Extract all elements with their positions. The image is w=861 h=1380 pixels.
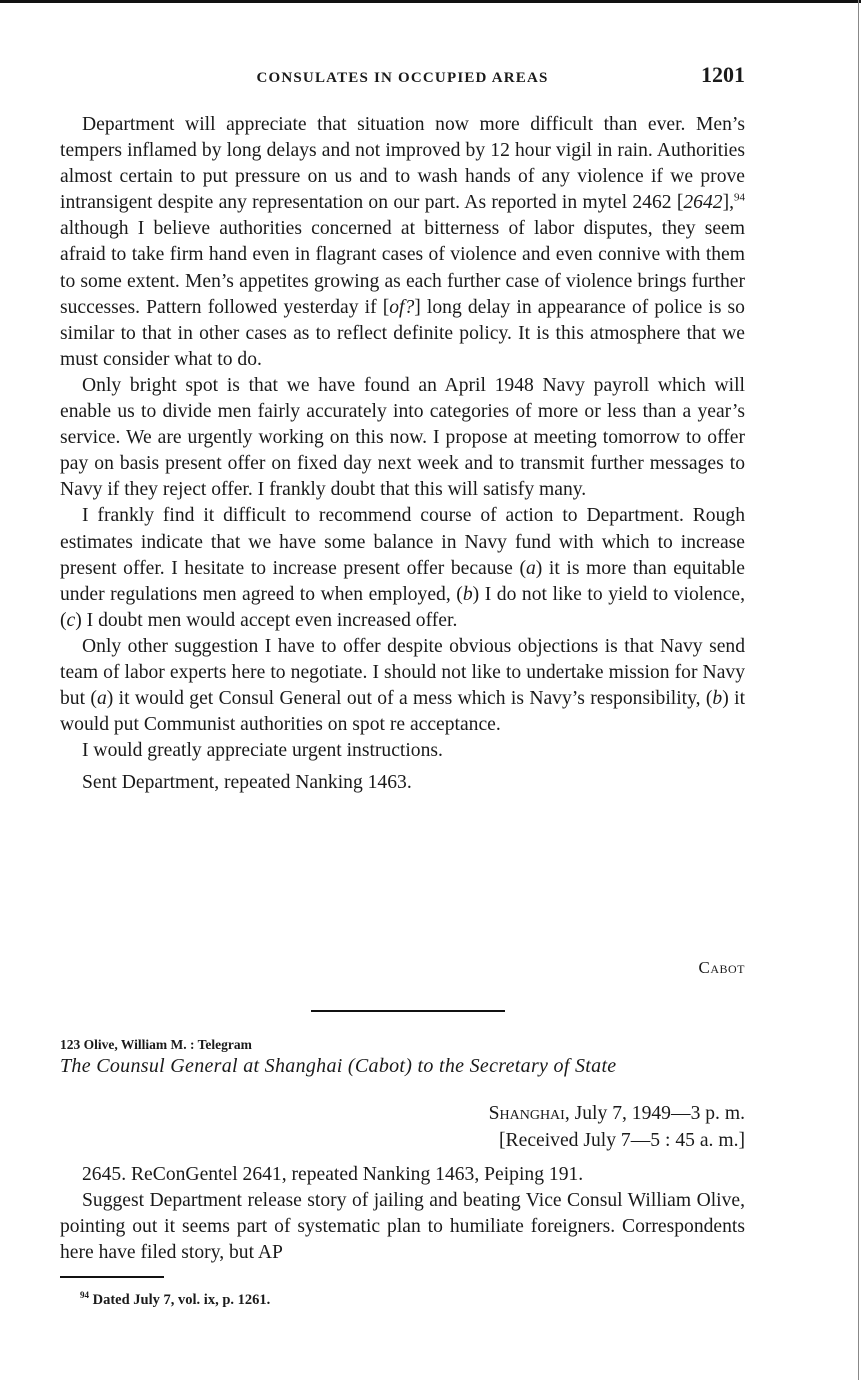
footnote-reference: 94 (734, 191, 745, 204)
enumeration-letter: b (712, 688, 723, 710)
text-run: ) it would put Communist authorities on spot re acceptance. (60, 688, 746, 736)
text-run: ) I doubt men would accept even increased offer. (75, 609, 458, 631)
paragraph: 2645. ReConGentel 2641, repeated Nanking 1463, Peiping 191. (82, 1164, 584, 1185)
paragraph (60, 112, 745, 373)
dateline-received: [Received July 7—5 : 45 a. m.] (499, 1130, 745, 1151)
page-number: 1201 (701, 62, 745, 87)
paragraph: I would greatly appreciate urgent instructions. (82, 740, 443, 762)
enumeration-letter: a (96, 688, 107, 710)
text-run: ], (722, 192, 734, 214)
page-header (60, 62, 745, 92)
section-divider (311, 1010, 505, 1012)
text-run: ) I do not like to yield to violence, ( (60, 583, 745, 631)
paragraph: Suggest Department release story of jailing and beating Vice Consul William Olive, pointing out it seems part of systematic plan to humiliate foreigners. Correspondents here have filed story, but AP (60, 1190, 745, 1264)
text-run: Department will appreciate that situation now more difficult than ever. Men’s tempers inflamed by long delays and not improved by 12 hour vigil in rain. Authorities almost certain to put pressure on us and to wash hands of any violence if we prove intransigent despite any representation on our part. As reported in mytel 2462 [ (60, 114, 745, 214)
text-run: I frankly find it difficult to recommend course of action to Department. Rough estimates indicate that we have some balance in Navy fund with which to increase present offer. I hesitate to increase present offer because ( (60, 505, 745, 579)
page-top-edge (0, 0, 861, 3)
footnote-divider (60, 1276, 164, 1278)
text-run: ) it is more than equitable under regulations men agreed to when employed, ( (60, 557, 746, 605)
enumeration-letter: c (66, 609, 76, 631)
footnote (80, 1290, 270, 1309)
enumeration-letter: a (526, 557, 536, 579)
page-right-edge (858, 0, 859, 1380)
bracketed-correction: 2642 (683, 192, 723, 214)
paragraph: Only bright spot is that we have found an April 1948 Navy payroll which will enable us to divide men fairly accurately into categories of more or less than a year’s service. We are urgently working on this now. I propose at meeting tomorrow to offer pay on basis present offer on fixed day next week and to transmit further messages to Navy if they reject offer. I frankly doubt that this will satisfy many. (60, 374, 745, 501)
dateline-date: July 7, 1949—3 p. m. (569, 1103, 745, 1124)
text-run: ] long delay in appearance of police is so similar to that in other cases as to reflect definite policy. It is this atmosphere that we must consider what to do. (60, 296, 745, 370)
footnote-marker: 94 (80, 1290, 89, 1300)
telegram-body (60, 1162, 745, 1266)
enumeration-letter: b (462, 583, 473, 605)
telegram-continuation (60, 112, 745, 796)
file-reference: 123 Olive, William M. : Telegram (60, 1037, 252, 1052)
signature: Cabot (698, 958, 745, 977)
text-run: ) it would get Consul General out of a mess which is Navy’s responsibility, ( (106, 688, 713, 710)
footnote-text: Dated July 7, vol. ix, p. 1261. (89, 1291, 271, 1308)
paragraph: Sent Department, repeated Nanking 1463. (82, 772, 412, 794)
dateline-place: Shanghai, (488, 1103, 570, 1124)
document-title: The Counsul General at Shanghai (Cabot) to the Secretary of State (60, 1055, 617, 1077)
bracketed-correction: of? (389, 296, 415, 318)
dateline (489, 1100, 745, 1154)
text-run: Only other suggestion I have to offer despite obvious objections is that Navy send team of labor experts here to negotiate. I should not like to undertake mission for Navy but ( (60, 635, 745, 710)
paragraph (60, 634, 745, 738)
running-head: CONSULATES IN OCCUPIED AREAS (256, 70, 549, 86)
text-run: although I believe authorities concerned at bitterness of labor disputes, they seem afraid to take firm hand even in flagrant cases of violence and even connive with them to some extent. Men’s appetites growing as each further case of violence brings further successes. Pattern followed yesterday if [ (60, 218, 745, 318)
paragraph (60, 503, 745, 633)
dateline-sent (489, 1100, 745, 1127)
